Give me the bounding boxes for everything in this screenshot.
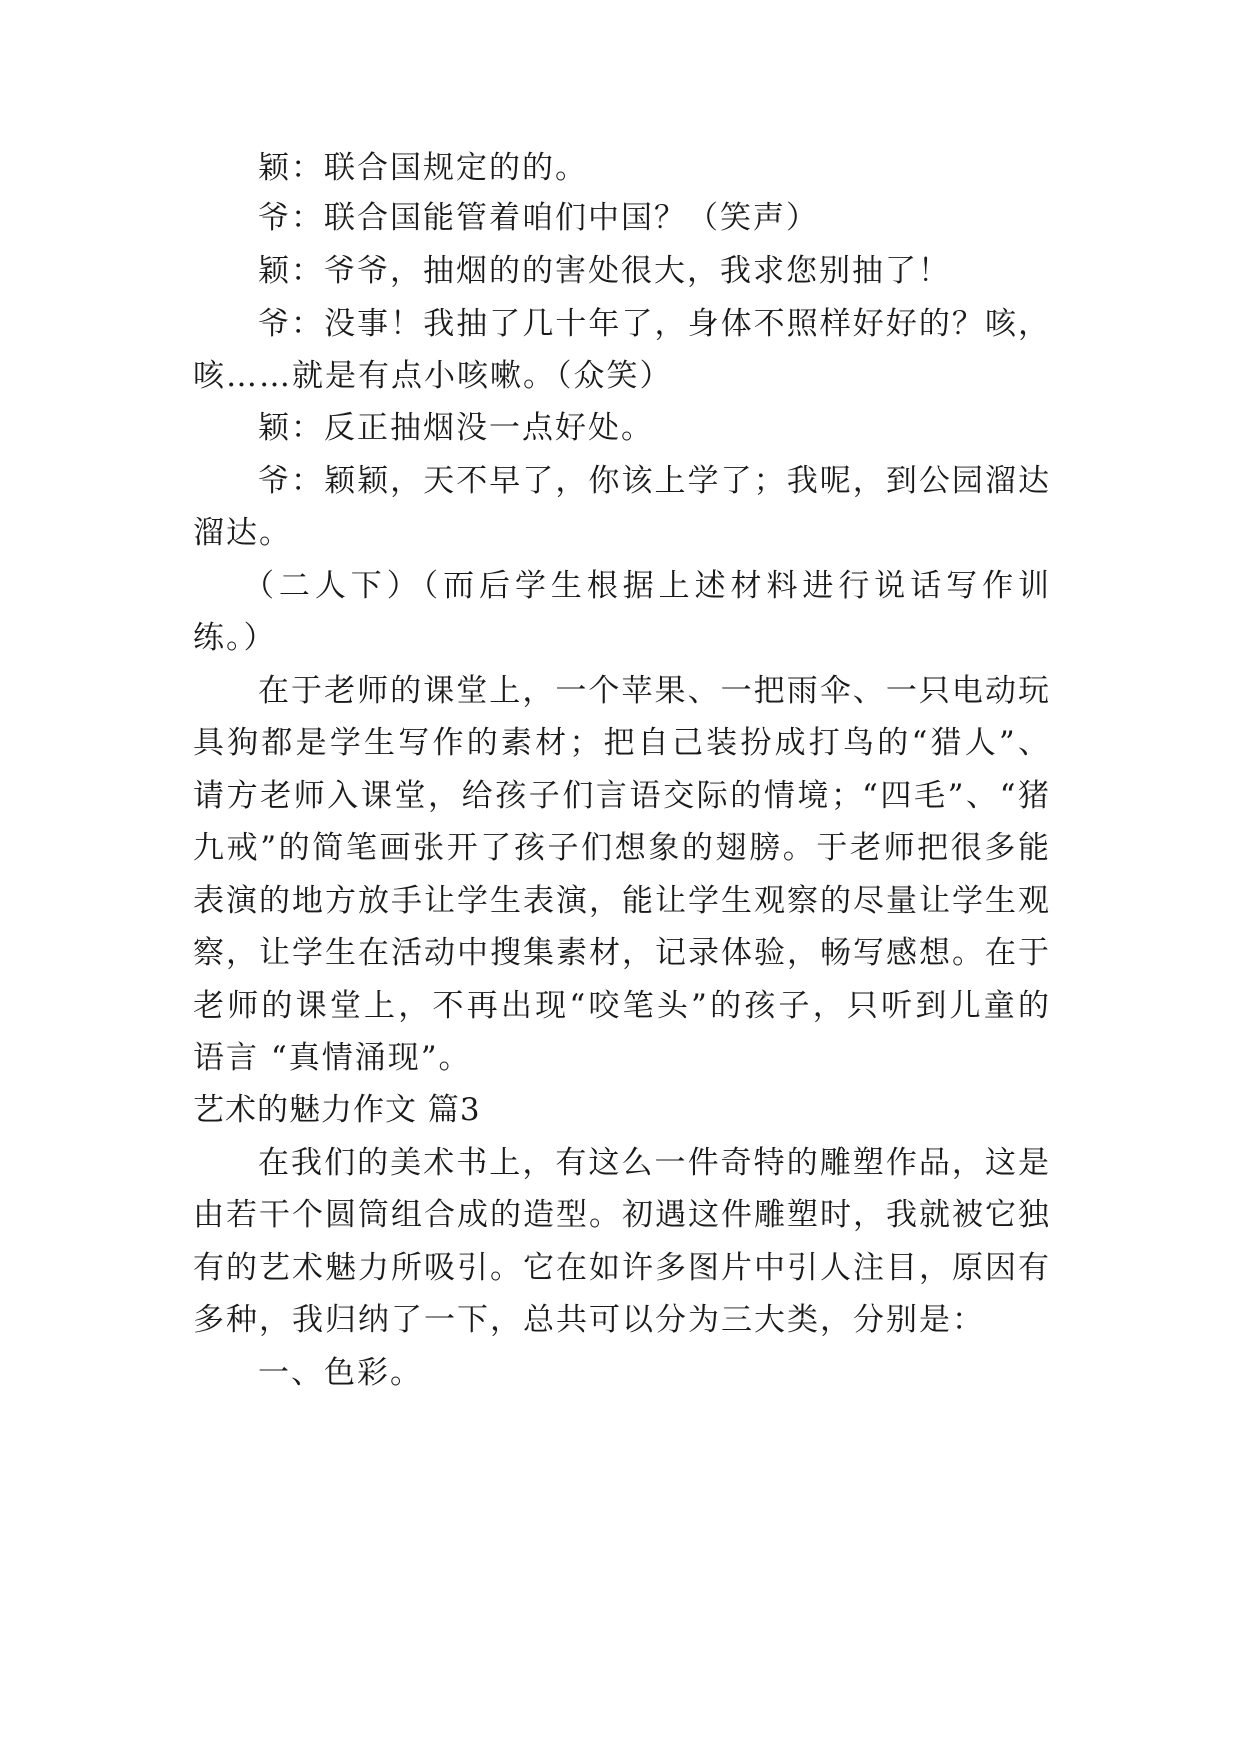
paragraph-line: 在我们的美术书上，有这么一件奇特的雕塑作品，这是	[258, 1145, 1049, 1181]
paragraph-line: 老师的课堂上，不再出现“咬笔头”的孩子，只听到儿童的	[193, 988, 1049, 1024]
paragraph-line: 察，让学生在活动中搜集素材，记录体验，畅写感想。在于	[193, 935, 1049, 971]
paragraph-line: 在于老师的课堂上，一个苹果、一把雨伞、一只电动玩	[258, 673, 1049, 709]
dialogue-line-ye-2-cont: 咳……就是有点小咳嗽。（众笑）	[193, 358, 673, 394]
dialogue-line-ying-3: 颖：反正抽烟没一点好处。	[258, 410, 654, 446]
dialogue-line-ye-3-cont: 溜达。	[193, 515, 292, 551]
dialogue-line-ye-2: 爷：没事！我抽了几十年了，身体不照样好好的？咳，	[258, 306, 1049, 342]
section-heading: 艺术的魅力作文 篇3	[193, 1092, 481, 1128]
paragraph-line: 九戒”的简笔画张开了孩子们想象的翅膀。于老师把很多能	[193, 830, 1049, 866]
dialogue-line-ye-1: 爷：联合国能管着咱们中国？（笑声）	[258, 200, 819, 236]
paragraph-line: 请方老师入课堂，给孩子们言语交际的情境；“四毛”、“猪	[193, 778, 1049, 814]
dialogue-line-ying-1: 颖：联合国规定的的。	[258, 150, 588, 186]
list-item-heading: 一、色彩。	[258, 1355, 423, 1391]
dialogue-line-ye-3: 爷：颖颖，天不早了，你该上学了；我呢，到公园溜达	[258, 463, 1049, 499]
stage-direction: （二人下）（而后学生根据上述材料进行说话写作训	[243, 568, 1049, 604]
paragraph-line: 表演的地方放手让学生表演，能让学生观察的尽量让学生观	[193, 883, 1049, 919]
paragraph-line: 语言 “真情涌现”。	[193, 1040, 472, 1076]
dialogue-line-ying-2: 颖：爷爷，抽烟的的害处很大，我求您别抽了！	[258, 253, 951, 289]
stage-direction-cont: 练。）	[193, 620, 277, 656]
paragraph-line: 有的艺术魅力所吸引。它在如许多图片中引人注目，原因有	[193, 1250, 1049, 1286]
paragraph-line: 由若干个圆筒组合成的造型。初遇这件雕塑时，我就被它独	[193, 1197, 1049, 1233]
paragraph-line: 具狗都是学生写作的素材；把自己装扮成打鸟的“猎人”、	[193, 725, 1049, 761]
paragraph-line: 多种，我归纳了一下，总共可以分为三大类，分别是：	[193, 1302, 985, 1338]
